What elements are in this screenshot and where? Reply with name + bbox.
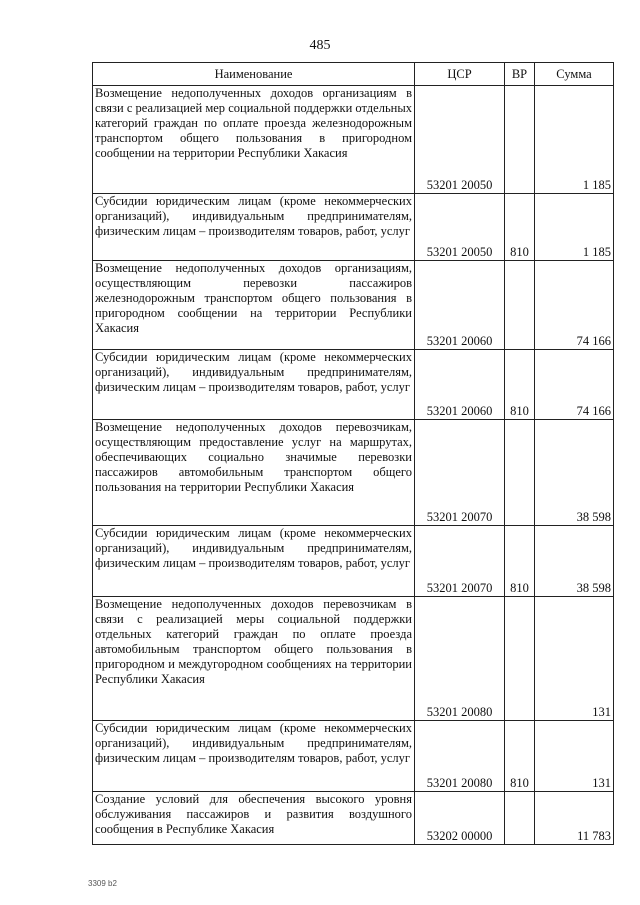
row-name: Субсидии юридическим лицам (кроме некоммерческих организаций), индивидуальным предпринимателям, физическим лицам – производителям товаров, работ, услуг	[93, 350, 415, 420]
row-sum: 74 166	[535, 261, 614, 350]
page-number: 485	[309, 38, 331, 53]
row-csr: 53201 20060	[415, 350, 505, 420]
row-csr: 53201 20070	[415, 526, 505, 597]
budget-table	[92, 62, 614, 845]
row-name: Возмещение недополученных доходов организациям, осуществляющим перевозки пассажиров железнодорожным транспортом общего пользования в пригородном сообщении на территории Республики Хакасия	[93, 261, 415, 350]
header-vr: ВР	[505, 63, 535, 86]
row-csr: 53201 20070	[415, 420, 505, 526]
row-sum: 38 598	[535, 420, 614, 526]
row-sum: 131	[535, 597, 614, 721]
row-csr: 53201 20080	[415, 721, 505, 792]
row-sum: 131	[535, 721, 614, 792]
row-sum: 11 783	[535, 792, 614, 845]
row-vr	[505, 597, 535, 721]
table-row	[93, 261, 614, 350]
row-vr: 810	[505, 350, 535, 420]
row-sum: 74 166	[535, 350, 614, 420]
row-sum: 38 598	[535, 526, 614, 597]
table-row	[93, 792, 614, 845]
table-header-row	[93, 63, 614, 86]
row-vr	[505, 420, 535, 526]
row-name: Возмещение недополученных доходов перевозчикам, осуществляющим предоставление услуг на маршрутах, обеспечивающих социально значимые перевозки пассажиров автомобильным транспортом общего пользования на территории Республики Хакасия	[93, 420, 415, 526]
row-name: Субсидии юридическим лицам (кроме некоммерческих организаций), индивидуальным предпринимателям, физическим лицам – производителям товаров, работ, услуг	[93, 526, 415, 597]
row-sum: 1 185	[535, 194, 614, 261]
footer-code: 3309 b2	[88, 879, 117, 888]
table-row	[93, 597, 614, 721]
row-name: Возмещение недополученных доходов перевозчикам в связи с реализацией меры социальной поддержки отдельных категорий граждан по оплате проезда автомобильным транспортом общего пользования в пригородном и междугородном сообщениях на территории Республики Хакасия	[93, 597, 415, 721]
table-row	[93, 194, 614, 261]
row-vr	[505, 86, 535, 194]
table-row	[93, 526, 614, 597]
row-vr: 810	[505, 721, 535, 792]
row-csr: 53201 20080	[415, 597, 505, 721]
table-row	[93, 86, 614, 194]
header-sum: Сумма	[535, 63, 614, 86]
row-csr: 53201 20050	[415, 194, 505, 261]
row-name: Субсидии юридическим лицам (кроме некоммерческих организаций), индивидуальным предпринимателям, физическим лицам – производителям товаров, работ, услуг	[93, 194, 415, 261]
row-sum: 1 185	[535, 86, 614, 194]
header-name: Наименование	[93, 63, 415, 86]
row-vr: 810	[505, 526, 535, 597]
row-csr: 53201 20050	[415, 86, 505, 194]
row-vr	[505, 792, 535, 845]
row-vr: 810	[505, 194, 535, 261]
table-row	[93, 420, 614, 526]
table-row	[93, 721, 614, 792]
header-csr: ЦСР	[415, 63, 505, 86]
row-name: Субсидии юридическим лицам (кроме некоммерческих организаций), индивидуальным предпринимателям, физическим лицам – производителям товаров, работ, услуг	[93, 721, 415, 792]
row-vr	[505, 261, 535, 350]
table-row	[93, 350, 614, 420]
row-name: Возмещение недополученных доходов организациям в связи с реализацией мер социальной поддержки отдельных категорий граждан по оплате проезда железнодорожным транспортом общего пользования в пригородном сообщении на территории Республики Хакасия	[93, 86, 415, 194]
row-name: Создание условий для обеспечения высокого уровня обслуживания пассажиров и развития воздушного сообщения в Республике Хакасия	[93, 792, 415, 845]
row-csr: 53201 20060	[415, 261, 505, 350]
row-csr: 53202 00000	[415, 792, 505, 845]
